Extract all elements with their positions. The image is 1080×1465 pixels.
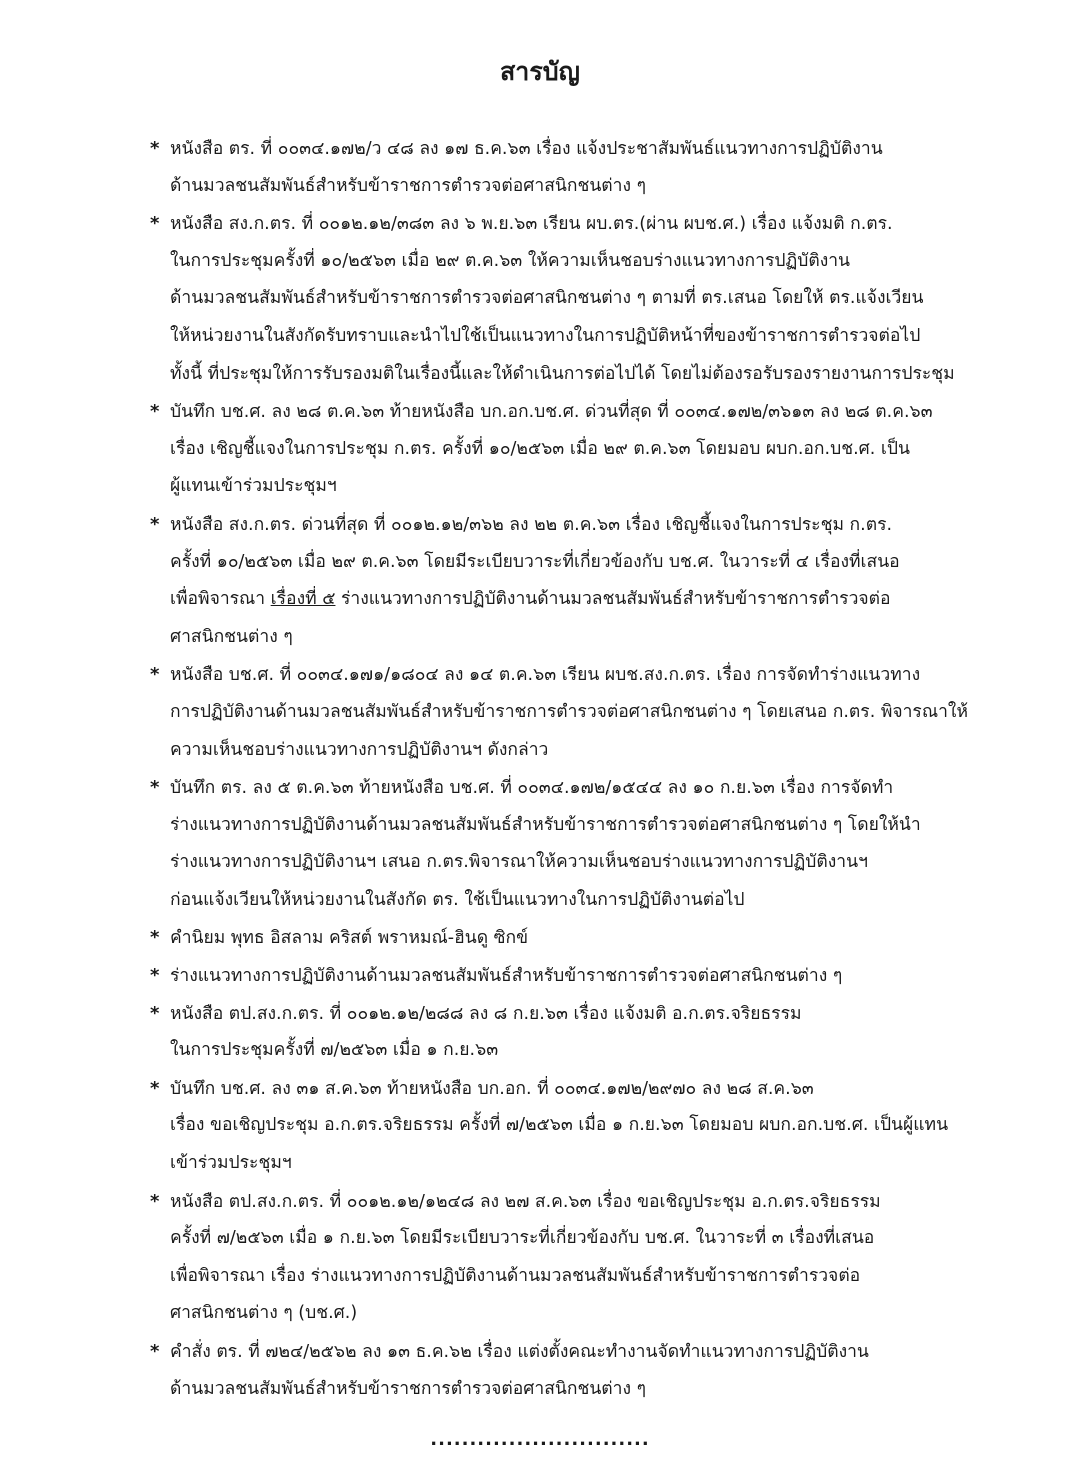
entry-text: ร่างแนวทางการปฏิบัติงานด้านมวลชนสัมพันธ์สำหรับข้าราชการตำรวจต่อศาสนิกชนต่าง ๆ (170, 966, 843, 987)
entry-text: หนังสือ ตป.สง.ก.ตร. ที่ ๐๐๑๒.๑๒/๑๒๔๘ ลง ๒๗ ส.ค.๖๓ เรื่อง ขอเชิญประชุม อ.ก.ตร.จริยธรรม (170, 1191, 881, 1212)
underlined-reference: เรื่องที่ ๕ (270, 589, 336, 610)
entry-text: ครั้งที่ ๑๐/๒๕๖๓ เมื่อ ๒๙ ต.ค.๖๓ โดยมีระเบียบวาระที่เกี่ยวข้องกับ บช.ศ. ในวาระที่ ๔ เรื่องที่เสนอ (170, 551, 900, 572)
page-title: สารบัญ (500, 57, 580, 86)
entry-text: ในการประชุมครั้งที่ ๑๐/๒๕๖๓ เมื่อ ๒๙ ต.ค.๖๓ ให้ความเห็นชอบร่างแนวทางการปฏิบัติงาน (170, 250, 851, 271)
list-item (150, 506, 980, 656)
entry-text: เรื่อง ขอเชิญประชุม อ.ก.ตร.จริยธรรม ครั้งที่ ๗/๒๕๖๓ เมื่อ ๑ ก.ย.๖๓ โดยมอบ ผบก.อก.บช.ศ. เป็นผู้แทน (170, 1115, 949, 1136)
entry-continuation-line (150, 168, 980, 206)
bullet-asterisk: * (150, 965, 160, 987)
bullet-asterisk: * (150, 1190, 160, 1212)
entry-continuation-line (150, 356, 980, 394)
entry-first-line (150, 656, 980, 694)
entry-continuation-line (150, 807, 980, 845)
entry-continuation-line (150, 468, 980, 506)
entry-continuation-line (150, 544, 980, 582)
entry-continuation-line (150, 280, 980, 318)
entry-continuation-line (150, 844, 980, 882)
entry-text: ศาสนิกชนต่าง ๆ (170, 626, 293, 647)
entry-text: ครั้งที่ ๗/๒๕๖๓ เมื่อ ๑ ก.ย.๖๓ โดยมีระเบียบวาระที่เกี่ยวข้องกับ บช.ศ. ในวาระที่ ๓ เรื่องที่เสนอ (170, 1228, 875, 1249)
entry-continuation-line (150, 318, 980, 356)
list-item (150, 1070, 980, 1183)
bullet-asterisk: * (150, 1077, 160, 1099)
entry-continuation-line (150, 1371, 980, 1409)
entry-first-line (150, 130, 980, 168)
entry-text: หนังสือ ตร. ที่ ๐๐๓๔.๑๗๒/ว ๔๘ ลง ๑๗ ธ.ค.๖๓ เรื่อง แจ้งประชาสัมพันธ์แนวทางการปฏิบัติงาน (170, 139, 883, 159)
entry-text: คำนิยม พุทธ อิสลาม คริสต์ พราหมณ์-ฮินดู ซิกข์ (170, 928, 529, 949)
entry-continuation-line (150, 243, 980, 281)
entry-text: หนังสือ สง.ก.ตร. ที่ ๐๐๑๒.๑๒/๓๘๓ ลง ๖ พ.ย.๖๓ เรียน ผบ.ตร.(ผ่าน ผบช.ศ.) เรื่อง แจ้งมติ ก.ตร. (170, 214, 893, 235)
entry-continuation-line (150, 882, 980, 920)
list-item (150, 130, 980, 205)
bullet-asterisk: * (150, 777, 160, 799)
list-item (150, 995, 980, 1070)
entry-continuation-line (150, 1295, 980, 1333)
entry-continuation-line (150, 1258, 980, 1296)
bullet-asterisk: * (150, 927, 160, 949)
entry-text: ก่อนแจ้งเวียนให้หน่วยงานในสังกัด ตร. ใช้เป็นแนวทางในการปฏิบัติงานต่อไป (170, 889, 745, 910)
entry-text: ด้านมวลชนสัมพันธ์สำหรับข้าราชการตำรวจต่อศาสนิกชนต่าง ๆ (170, 175, 647, 196)
entry-text: บันทึก บช.ศ. ลง ๓๑ ส.ค.๖๓ ท้ายหนังสือ บก.อก. ที่ ๐๐๓๔.๑๗๒/๒๙๗๐ ลง ๒๘ ส.ค.๖๓ (170, 1078, 814, 1099)
entry-text: หนังสือ สง.ก.ตร. ด่วนที่สุด ที่ ๐๐๑๒.๑๒/๓๖๒ ลง ๒๒ ต.ค.๖๓ เรื่อง เชิญชี้แจงในการประชุม ก.ตร. (170, 514, 893, 535)
entry-first-line (150, 995, 980, 1033)
entry-first-line (150, 1070, 980, 1108)
entry-continuation-line (150, 732, 980, 770)
entry-first-line (150, 393, 980, 431)
bullet-asterisk: * (150, 664, 160, 686)
entry-text: เพื่อพิจารณา (170, 589, 271, 610)
entry-text: ร่างแนวทางการปฏิบัติงานด้านมวลชนสัมพันธ์สำหรับข้าราชการตำรวจต่อ (335, 589, 891, 610)
list-item (150, 957, 980, 995)
entry-text: ทั้งนี้ ที่ประชุมให้การรับรองมติในเรื่องนี้และให้ดำเนินการต่อไปได้ โดยไม่ต้องรอรับรองรายงานการประชุม (170, 363, 955, 384)
list-item (150, 1333, 980, 1408)
table-of-contents-list (150, 130, 980, 1408)
entry-first-line (150, 205, 980, 243)
list-item (150, 393, 980, 506)
entry-continuation-line (150, 1220, 980, 1258)
bullet-asterisk: * (150, 513, 160, 535)
end-of-list-mark: ............................ (430, 1429, 650, 1450)
entry-text: ผู้แทนเข้าร่วมประชุมฯ (170, 476, 337, 497)
list-item (150, 919, 980, 957)
entry-text: เพื่อพิจารณา เรื่อง ร่างแนวทางการปฏิบัติงานด้านมวลชนสัมพันธ์สำหรับข้าราชการตำรวจต่อ (170, 1265, 861, 1286)
bullet-asterisk: * (150, 213, 160, 235)
entry-text: หนังสือ บช.ศ. ที่ ๐๐๓๔.๑๗๑/๑๘๐๔ ลง ๑๔ ต.ค.๖๓ เรียน ผบช.สง.ก.ตร. เรื่อง การจัดทำร่างแนวทาง (170, 665, 921, 686)
list-item (150, 1183, 980, 1333)
entry-text: บันทึก บช.ศ. ลง ๒๘ ต.ค.๖๓ ท้ายหนังสือ บก.อก.บช.ศ. ด่วนที่สุด ที่ ๐๐๓๔.๑๗๒/๓๖๑๓ ลง ๒๘ ต.ค.๖๓ (170, 402, 933, 423)
entry-first-line (150, 919, 980, 957)
bullet-asterisk: * (150, 1341, 160, 1362)
entry-text: หนังสือ ตป.สง.ก.ตร. ที่ ๐๐๑๒.๑๒/๒๘๘ ลง ๘ ก.ย.๖๓ เรื่อง แจ้งมติ อ.ก.ตร.จริยธรรม (170, 1003, 802, 1024)
entry-first-line (150, 769, 980, 807)
entry-continuation-line (150, 1032, 980, 1070)
entry-first-line (150, 957, 980, 995)
entry-text: คำสั่ง ตร. ที่ ๗๒๔/๒๕๖๒ ลง ๑๓ ธ.ค.๖๒ เรื่อง แต่งตั้งคณะทำงานจัดทำแนวทางการปฏิบัติงาน (170, 1342, 869, 1362)
entry-text: ร่างแนวทางการปฏิบัติงานฯ เสนอ ก.ตร.พิจารณาให้ความเห็นชอบร่างแนวทางการปฏิบัติงานฯ (170, 852, 868, 873)
entry-first-line (150, 506, 980, 544)
entry-text: ร่างแนวทางการปฏิบัติงานด้านมวลชนสัมพันธ์สำหรับข้าราชการตำรวจต่อศาสนิกชนต่าง ๆ โดยให้นำ (170, 814, 921, 835)
entry-first-line (150, 1333, 980, 1371)
entry-continuation-line (150, 431, 980, 469)
entry-continuation-line (150, 581, 980, 619)
entry-text: ให้หน่วยงานในสังกัดรับทราบและนำไปใช้เป็นแนวทางในการปฏิบัติหน้าที่ของข้าราชการตำรวจต่อไป (170, 325, 921, 346)
entry-text: ความเห็นชอบร่างแนวทางการปฏิบัติงานฯ ดังกล่าว (170, 739, 549, 760)
entry-text: ด้านมวลชนสัมพันธ์สำหรับข้าราชการตำรวจต่อศาสนิกชนต่าง ๆ ตามที่ ตร.เสนอ โดยให้ ตร.แจ้งเวียน (170, 288, 924, 309)
entry-continuation-line (150, 619, 980, 657)
entry-text: การปฏิบัติงานด้านมวลชนสัมพันธ์สำหรับข้าราชการตำรวจต่อศาสนิกชนต่าง ๆ โดยเสนอ ก.ตร. พิจารณาให้ (170, 701, 968, 722)
bullet-asterisk: * (150, 1002, 160, 1024)
entry-text: บันทึก ตร. ลง ๕ ต.ค.๖๓ ท้ายหนังสือ บช.ศ. ที่ ๐๐๓๔.๑๗๒/๑๕๔๔ ลง ๑๐ ก.ย.๖๓ เรื่อง การจัดทำ (170, 778, 894, 799)
entry-text: ศาสนิกชนต่าง ๆ (บช.ศ.) (170, 1303, 358, 1324)
bullet-asterisk: * (150, 138, 160, 159)
entry-first-line (150, 1183, 980, 1221)
entry-text: ในการประชุมครั้งที่ ๗/๒๕๖๓ เมื่อ ๑ ก.ย.๖๓ (170, 1040, 499, 1061)
entry-text: ด้านมวลชนสัมพันธ์สำหรับข้าราชการตำรวจต่อศาสนิกชนต่าง ๆ (170, 1378, 647, 1399)
entry-text: เข้าร่วมประชุมฯ (170, 1153, 292, 1174)
list-item (150, 656, 980, 769)
entry-text: เรื่อง เชิญชี้แจงในการประชุม ก.ตร. ครั้งที่ ๑๐/๒๕๖๓ เมื่อ ๒๙ ต.ค.๖๓ โดยมอบ ผบก.อก.บช.ศ. เป็น (170, 438, 910, 459)
bullet-asterisk: * (150, 401, 160, 423)
list-item (150, 769, 980, 919)
entry-continuation-line (150, 1145, 980, 1183)
entry-continuation-line (150, 1107, 980, 1145)
entry-continuation-line (150, 694, 980, 732)
list-item (150, 205, 980, 393)
